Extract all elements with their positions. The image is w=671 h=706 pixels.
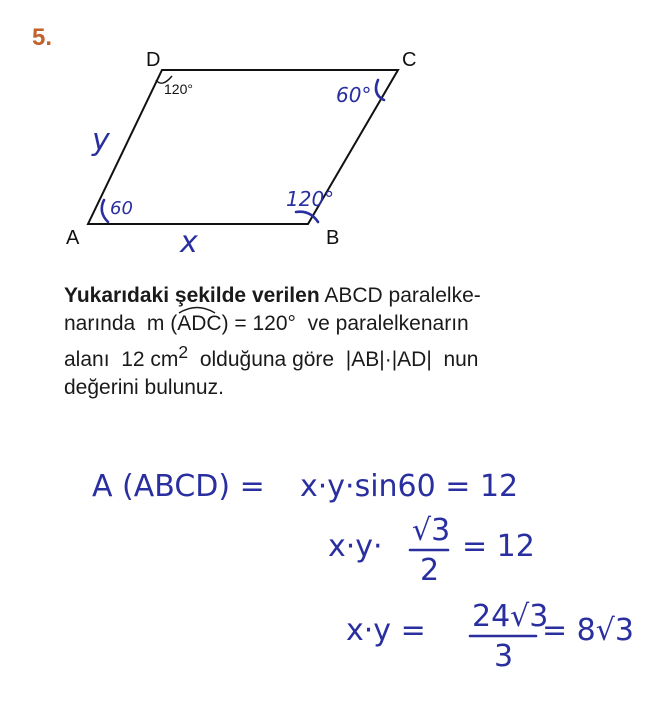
vertex-label-c: C [402, 49, 417, 71]
problem-m-close: ) = 120° [221, 312, 296, 335]
solution-line3-left: x·y = [346, 613, 426, 648]
solution-line2-frac-num: √3 [412, 513, 451, 548]
problem-part3: ve paralelkenarın [307, 312, 469, 335]
vertex-label-d: D [146, 49, 161, 71]
solution-line3-frac-num: 24√3 [472, 599, 549, 634]
angle-label-d: 120° [164, 81, 193, 97]
problem-part5: olduğuna göre [199, 348, 335, 371]
hand-angle-b: 120° [286, 187, 335, 211]
vertex-label-a: A [66, 227, 80, 249]
problem-part1: ABCD paralelke- [324, 284, 481, 307]
angle-name: ADC [177, 312, 222, 335]
problem-m-open: m ( [146, 312, 178, 335]
problem-part2: narında [64, 312, 136, 335]
solution-line2-right: = 12 [462, 529, 535, 564]
area-value: 12 cm [121, 348, 179, 371]
problem-bold-lead: Yukarıdaki şekilde verilen [64, 284, 320, 307]
vertex-label-b: B [326, 227, 340, 249]
problem-part4: alanı [64, 348, 110, 371]
problem-part7: değerini bulunuz. [64, 376, 224, 399]
hand-angle-c: 60° [336, 83, 372, 107]
solution-line2-frac-den: 2 [420, 553, 440, 588]
problem-part6: nun [443, 348, 479, 371]
solution-line2-left: x·y· [328, 529, 383, 564]
hand-label-x: x [180, 225, 198, 260]
area-exponent: 2 [178, 342, 189, 362]
question-number: 5. [32, 24, 53, 51]
solution-line3-frac-den: 3 [494, 639, 514, 674]
solution-line1-right: x·y·sin60 = 12 [300, 469, 519, 504]
solution-line1-left: A (ABCD) = [92, 469, 265, 504]
abs-expression: |AB|·|AD| [345, 348, 432, 371]
solution-line3-right: = 8√3 [542, 613, 634, 648]
hand-label-y: y [92, 123, 110, 158]
hand-angle-a: 60 [110, 198, 133, 219]
